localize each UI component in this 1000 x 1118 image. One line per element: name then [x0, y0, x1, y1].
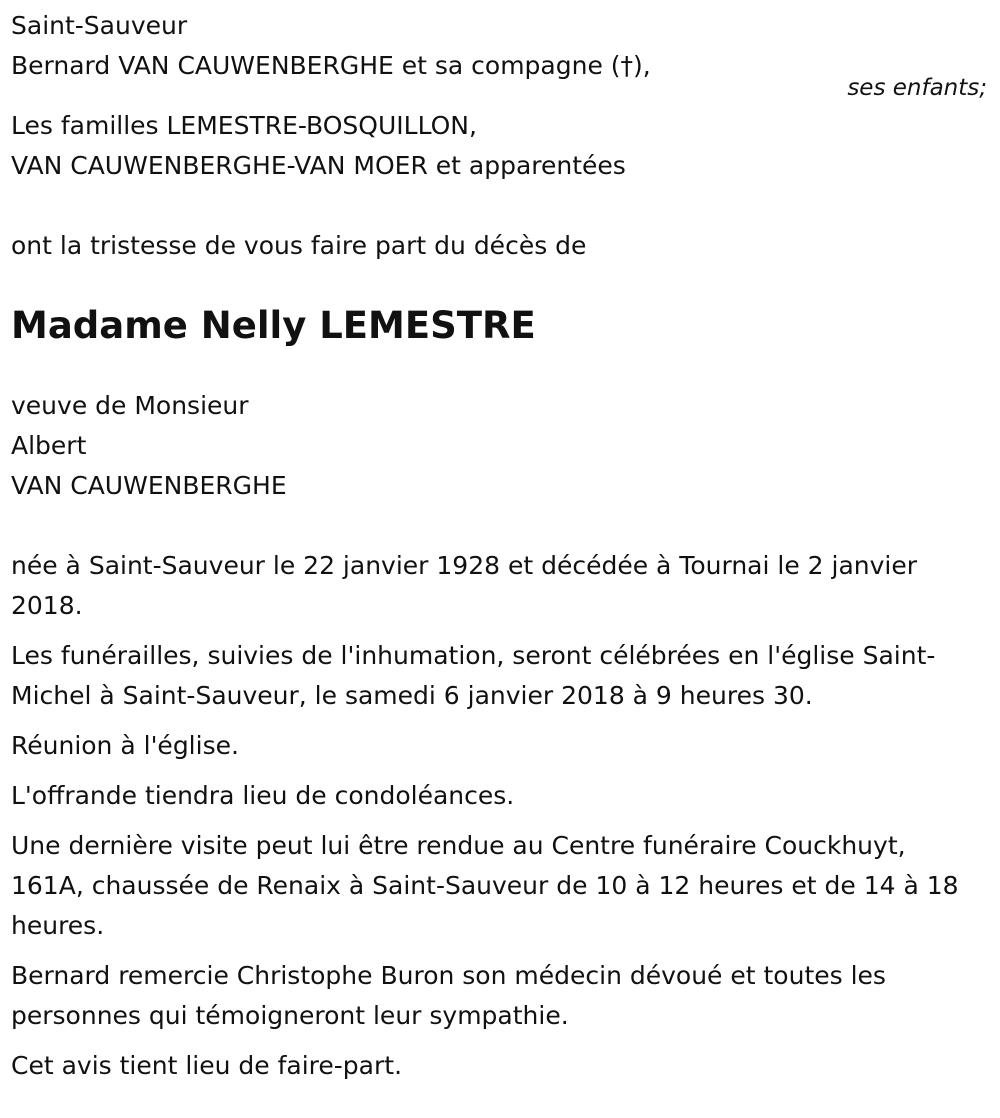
announcement-line: ont la tristesse de vous faire part du décès de: [11, 231, 587, 260]
location-line: Saint-Sauveur: [11, 11, 188, 40]
obituary-notice: [11, 6, 986, 1086]
visit-line-1: Une dernière visite peut lui être rendue au Centre funéraire Couckhuyt,: [11, 831, 906, 860]
birth-death-paragraph: [11, 546, 986, 626]
thanks-paragraph: [11, 956, 986, 1036]
widow-line-1: veuve de Monsieur: [11, 391, 249, 420]
deceased-name: Madame Nelly LEMESTRE: [11, 304, 536, 347]
birth-death-line-1: née à Saint-Sauveur le 22 janvier 1928 et décédée à Tournai le 2 janvier: [11, 551, 918, 580]
birth-death-line-2: 2018.: [11, 591, 83, 620]
closing-line: Cet avis tient lieu de faire-part.: [11, 1051, 403, 1080]
thanks-line-2: personnes qui témoigneront leur sympathie.: [11, 1001, 569, 1030]
offering-line: L'offrande tiendra lieu de condoléances.: [11, 781, 515, 810]
funeral-paragraph: [11, 636, 986, 716]
families-line-2: VAN CAUWENBERGHE-VAN MOER et apparentées: [11, 151, 626, 180]
family-line: Bernard VAN CAUWENBERGHE et sa compagne (†),: [11, 51, 651, 80]
thanks-line-1: Bernard remercie Christophe Buron son médecin dévoué et toutes les: [11, 961, 886, 990]
meeting-line: Réunion à l'église.: [11, 731, 239, 760]
visit-line-2: 161A, chaussée de Renaix à Saint-Sauveur de 10 à 12 heures et de 14 à 18: [11, 871, 959, 900]
funeral-line-1: Les funérailles, suivies de l'inhumation, seront célébrées en l'église Saint-: [11, 641, 936, 670]
widow-line-2: Albert: [11, 431, 87, 460]
visit-line-3: heures.: [11, 911, 105, 940]
widow-line-3: VAN CAUWENBERGHE: [11, 471, 287, 500]
families-line-1: Les familles LEMESTRE-BOSQUILLON,: [11, 111, 477, 140]
visit-paragraph: [11, 826, 986, 946]
children-label: ses enfants;: [847, 75, 987, 101]
funeral-line-2: Michel à Saint-Sauveur, le samedi 6 janvier 2018 à 9 heures 30.: [11, 681, 813, 710]
